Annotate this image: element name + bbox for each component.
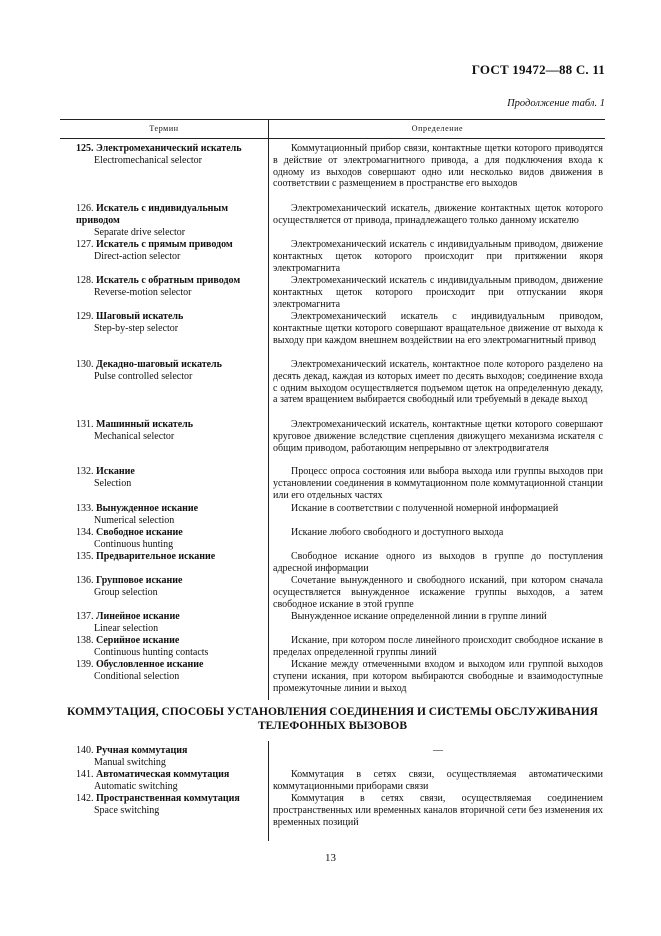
- term-entry: 140. Ручная коммутация Manual switching: [76, 745, 188, 768]
- definition-entry: Искание между отмеченными входом и выходом или группой выходов ступени искания, при котором выбираются свободные и взаимодоступные промежуточные линии и выход: [273, 659, 603, 694]
- definition-entry: —: [433, 745, 443, 756]
- term-entry: 137. Линейное искание Linear selection: [76, 611, 180, 634]
- definition-entry: Электромеханический искатель, движение контактных щеток которого осуществляется от привода, принадлежащего только данному искателю: [273, 203, 603, 226]
- term-entry: 132. Искание Selection: [76, 466, 135, 489]
- term-entry: 125. Электромеханический искатель Electromechanical selector: [76, 143, 242, 166]
- page-number: 13: [325, 852, 336, 864]
- term-entry: 139. Обусловленное искание Conditional selection: [76, 659, 204, 682]
- term-entry: 133. Вынужденное искание Numerical selection: [76, 503, 199, 526]
- document-header: ГОСТ 19472—88 С. 11: [471, 62, 605, 77]
- term-entry: 136. Групповое искание Group selection: [76, 575, 183, 598]
- definition-entry: Сочетание вынужденного и свободного исканий, при котором сначала осуществляется вынужденное искажение группы выходов, а затем свободное искание в этой группе: [273, 575, 603, 610]
- definition-entry: Электромеханический искатель, контактные щетки которого совершают круговое движение вследствие сцепления движущего механизма искателя с общим приводом, работающим непрерывно от электродвигателя: [273, 419, 603, 454]
- term-entry: 134. Свободное искание Continuous hunting: [76, 527, 183, 550]
- term-entry: 126. Искатель с индивидуальным приводом Separate drive selector: [76, 203, 229, 238]
- definition-entry: Коммутация в сетях связи, осуществляемая автоматическими коммутационными приборами связи: [273, 769, 603, 792]
- section-title: КОММУТАЦИЯ, СПОСОБЫ УСТАНОВЛЕНИЯ СОЕДИНЕНИЯ И СИСТЕМЫ ОБСЛУЖИВАНИЯ ТЕЛЕФОННЫХ ВЫЗОВОВ: [67, 706, 598, 732]
- definition-entry: Свободное искание одного из выходов в группе до поступления адресной информации: [273, 551, 603, 574]
- definition-entry: Электромеханический искатель, контактное поле которого разделено на десять декад, каждая из которых имеет по десять выходов; соединение входа с одним выходом осуществляется подъемом щеток на определенную декаду, а затем вращением выбирается свободный или требуемый в декаде выход: [273, 359, 603, 406]
- term-entry: 131. Машинный искатель Mechanical selector: [76, 419, 194, 442]
- column-header-term: Термин: [149, 124, 179, 133]
- term-entry: 128. Искатель с обратным приводом Reverse-motion selector: [76, 275, 241, 298]
- table-header: [60, 119, 605, 139]
- definition-entry: Коммутационный прибор связи, контактные щетки которого приводятся в действие от электромагнитного привода, а для подключения входа к одному из выходов совершают одно или несколько видов движения в соответствии с размещением в пространстве его выходов: [273, 143, 603, 190]
- definition-entry: Коммутация в сетях связи, осуществляемая соединением пространственных или временных каналов вторичной сети без изменения их временных позиций: [273, 793, 603, 828]
- definition-entry: Искание в соответствии с полученной номерной информацией: [291, 503, 559, 514]
- definition-entry: Процесс опроса состояния или выбора выхода или группы выходов при установлении соединения в коммутационном поле коммутационной станции или его отдельных частях: [273, 466, 603, 501]
- term-entry: 127. Искатель с прямым приводом Direct-action selector: [76, 239, 233, 262]
- definition-entry: Вынужденное искание определенной линии в группе линий: [291, 611, 547, 622]
- term-entry: 130. Декадно-шаговый искатель Pulse controlled selector: [76, 359, 222, 382]
- definition-entry: Искание, при котором после линейного происходит свободное искание в пределах определенной группы линий: [273, 635, 603, 658]
- term-entry: 142. Пространственная коммутация Space switching: [76, 793, 240, 816]
- term-entry: 138. Серийное искание Continuous hunting contacts: [76, 635, 209, 658]
- table-continuation-label: Продолжение табл. 1: [507, 98, 605, 109]
- definition-entry: Электромеханический искатель с индивидуальным приводом, движение контактных щеток которого происходит при притяжении якоря электромагнита: [273, 239, 603, 274]
- term-entry: 141. Автоматическая коммутация Automatic switching: [76, 769, 230, 792]
- column-header-definition: Определение: [268, 120, 606, 138]
- definition-entry: Электромеханический искатель с индивидуальным приводом, движение контактных щеток которого происходит при отпускании якоря электромагнита: [273, 275, 603, 310]
- definition-entry: Искание любого свободного и доступного выхода: [291, 527, 504, 538]
- term-entry: 135. Предварительное искание: [76, 551, 216, 562]
- definition-entry: Электромеханический искатель с индивидуальным приводом, контактные щетки которого совершают вращательное движение от выхода к выходу при каждом внешнем воздействии на его электромагнитный привод: [273, 311, 603, 346]
- term-entry: 129. Шаговый искатель Step-by-step selector: [76, 311, 184, 334]
